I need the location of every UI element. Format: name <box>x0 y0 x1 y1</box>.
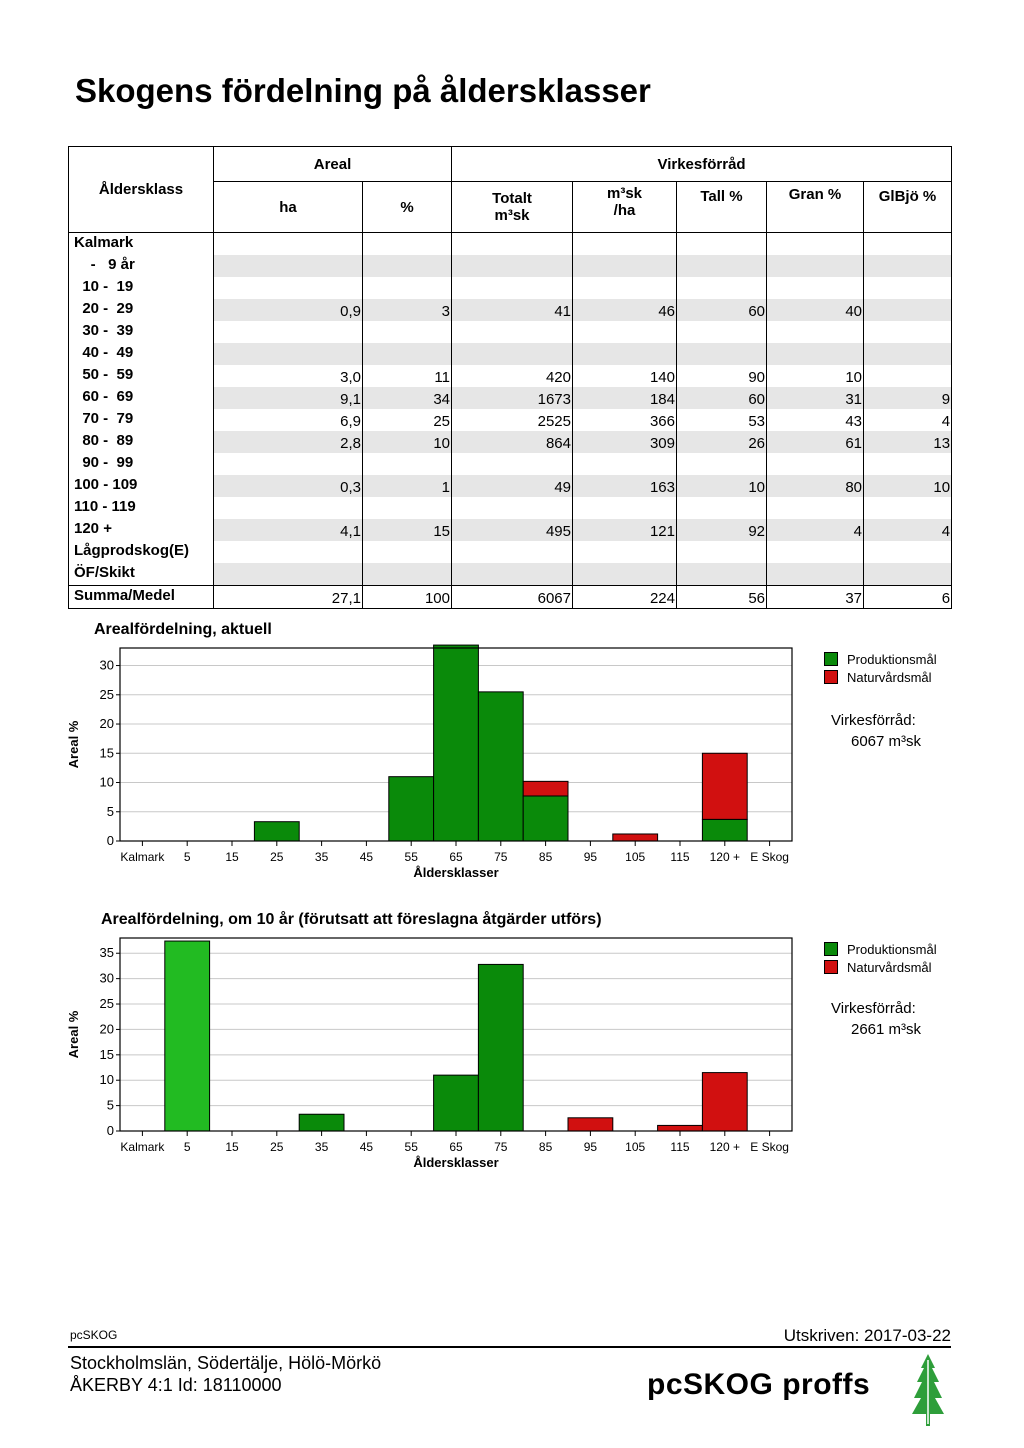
cell-pct: 11 <box>363 365 452 387</box>
x-tick-label: 5 <box>183 1140 191 1154</box>
x-tick-label: 115 <box>670 1140 690 1154</box>
cell-tot: 1673 <box>452 387 573 409</box>
cell-ha <box>214 453 363 475</box>
cell-pct <box>363 255 452 277</box>
chart-current-legend <box>824 650 937 686</box>
x-tick-label: 5 <box>183 850 191 864</box>
cell-tall <box>677 541 767 563</box>
y-tick-label: 15 <box>99 1046 114 1062</box>
chart-future-virkes-value: 2661 m³sk <box>851 1021 922 1038</box>
col-header-per-ha-line2: /ha <box>613 202 636 219</box>
col-header-glbjo: GlBjö % <box>864 182 952 233</box>
chart-current-virkes-label: Virkesförråd: <box>831 712 916 729</box>
cell-tall: 53 <box>677 409 767 431</box>
cell-gran: 4 <box>767 519 864 541</box>
footer-print-date: Utskriven: 2017-03-22 <box>783 1326 951 1345</box>
cell-gran <box>767 563 864 586</box>
x-tick-label: E Skog <box>750 1140 789 1154</box>
chart-future-title: Arealfördelning, om 10 år (förutsatt att föreslagna åtgärder utförs) <box>101 911 602 928</box>
chart-current-virkes-value: 6067 m³sk <box>851 733 922 750</box>
cell-ha: 2,8 <box>214 431 363 453</box>
group-header-areal: Areal <box>214 147 452 182</box>
table-total-row <box>69 586 952 609</box>
cell-gran: 31 <box>767 387 864 409</box>
row-label: 90 - 99 <box>69 453 214 475</box>
total-label: Summa/Medel <box>69 586 214 609</box>
x-tick-label: 75 <box>494 1140 508 1154</box>
y-tick-label: 0 <box>106 833 114 848</box>
cell-tot <box>452 497 573 519</box>
row-label: 50 - 59 <box>69 365 214 387</box>
y-tick-label: 5 <box>106 1097 114 1113</box>
chart-future-legend <box>824 940 937 976</box>
col-header-gran: Gran % <box>767 182 864 233</box>
table-row <box>69 321 952 343</box>
cell-ha <box>214 497 363 519</box>
y-axis-title: Areal % <box>66 1010 81 1059</box>
y-tick-label: 20 <box>99 1021 114 1037</box>
cell-ha: 9,1 <box>214 387 363 409</box>
bar-produktion <box>165 941 210 1131</box>
bar-naturvard <box>568 1118 613 1131</box>
cell-tot: 864 <box>452 431 573 453</box>
age-class-table-wrap <box>68 146 951 609</box>
bar-produktion <box>434 645 479 841</box>
cell-ha <box>214 541 363 563</box>
col-header-total-line1: Totalt <box>492 190 532 207</box>
legend-swatch-red <box>824 960 838 974</box>
cell-per-ha: 366 <box>573 409 677 431</box>
cell-tall: 60 <box>677 387 767 409</box>
legend-item-produktion <box>824 650 937 668</box>
col-header-per-ha <box>573 182 677 233</box>
legend-label-produktion: Produktionsmål <box>847 651 937 667</box>
legend-swatch-red <box>824 670 838 684</box>
table-row <box>69 497 952 519</box>
col-header-per-ha-line1: m³sk <box>606 185 643 202</box>
cell-tall <box>677 563 767 586</box>
x-tick-label: 120 + <box>709 850 740 864</box>
y-tick-label: 0 <box>106 1123 114 1138</box>
x-tick-label: 115 <box>670 850 690 864</box>
x-tick-label: Kalmark <box>120 1140 165 1154</box>
cell-glbjo: 4 <box>864 409 952 431</box>
table-row <box>69 475 952 497</box>
cell-tall: 92 <box>677 519 767 541</box>
legend-item-produktion <box>824 940 937 958</box>
cell-per-ha <box>573 233 677 256</box>
cell-tot <box>452 563 573 586</box>
col-header-tall: Tall % <box>677 182 767 233</box>
cell-per-ha: 309 <box>573 431 677 453</box>
cell-glbjo <box>864 321 952 343</box>
cell-glbjo <box>864 255 952 277</box>
cell-pct <box>363 321 452 343</box>
y-tick-label: 35 <box>99 945 114 961</box>
cell-pct: 25 <box>363 409 452 431</box>
cell-tall: 60 <box>677 299 767 321</box>
x-tick-label: 15 <box>225 850 239 864</box>
table-row <box>69 277 952 299</box>
y-tick-label: 25 <box>99 996 114 1012</box>
row-label: Kalmark <box>69 233 214 256</box>
x-tick-label: 25 <box>270 850 284 864</box>
cell-tall <box>677 497 767 519</box>
total-ha: 27,1 <box>214 586 363 609</box>
x-tick-label: 95 <box>583 850 598 864</box>
cell-glbjo <box>864 563 952 586</box>
cell-per-ha <box>573 343 677 365</box>
x-tick-label: 65 <box>449 850 463 864</box>
x-tick-label: 105 <box>625 850 646 864</box>
cell-per-ha <box>573 497 677 519</box>
cell-gran <box>767 277 864 299</box>
cell-per-ha: 46 <box>573 299 677 321</box>
row-label: 100 - 109 <box>69 475 214 497</box>
cell-gran: 80 <box>767 475 864 497</box>
cell-glbjo: 10 <box>864 475 952 497</box>
cell-pct: 1 <box>363 475 452 497</box>
cell-ha <box>214 343 363 365</box>
y-tick-label: 30 <box>99 657 114 673</box>
cell-ha: 3,0 <box>214 365 363 387</box>
cell-pct <box>363 563 452 586</box>
row-label: Lågprodskog(E) <box>69 541 214 563</box>
cell-tall <box>677 321 767 343</box>
x-tick-label: E Skog <box>750 850 789 864</box>
x-tick-label: 75 <box>494 850 508 864</box>
cell-tot <box>452 453 573 475</box>
x-tick-label: 95 <box>583 1140 598 1154</box>
group-header-virkes: Virkesförråd <box>452 147 952 182</box>
x-tick-label: 85 <box>538 1140 553 1154</box>
bar-produktion <box>702 819 747 841</box>
y-tick-label: 5 <box>106 803 114 819</box>
chart-future-plot <box>60 908 800 1180</box>
row-label: 20 - 29 <box>69 299 214 321</box>
cell-tall <box>677 233 767 256</box>
bar-produktion <box>478 964 523 1131</box>
x-tick-label: 55 <box>404 850 418 864</box>
cell-tot: 495 <box>452 519 573 541</box>
chart-future-virkes-label: Virkesförråd: <box>831 1000 916 1017</box>
table-row <box>69 431 952 453</box>
cell-gran <box>767 321 864 343</box>
cell-gran <box>767 541 864 563</box>
bar-produktion <box>254 822 299 841</box>
cell-pct <box>363 233 452 256</box>
cell-glbjo: 13 <box>864 431 952 453</box>
cell-ha <box>214 255 363 277</box>
total-tot: 6067 <box>452 586 573 609</box>
cell-tot <box>452 277 573 299</box>
cell-per-ha <box>573 563 677 586</box>
row-label: 60 - 69 <box>69 387 214 409</box>
cell-tall <box>677 453 767 475</box>
cell-glbjo <box>864 497 952 519</box>
table-row <box>69 255 952 277</box>
bar-naturvard <box>658 1125 703 1131</box>
bar-naturvard <box>702 753 747 819</box>
x-tick-label: 45 <box>359 1140 374 1154</box>
cell-glbjo <box>864 343 952 365</box>
y-tick-label: 30 <box>99 970 114 986</box>
cell-pct <box>363 541 452 563</box>
cell-gran: 61 <box>767 431 864 453</box>
cell-gran <box>767 453 864 475</box>
total-glbjo: 6 <box>864 586 952 609</box>
cell-ha: 6,9 <box>214 409 363 431</box>
cell-tall <box>677 255 767 277</box>
cell-tot: 420 <box>452 365 573 387</box>
footer-property: ÅKERBY 4:1 Id: 18110000 <box>70 1375 282 1395</box>
footer-brand: pcSKOG proffs <box>647 1368 871 1401</box>
x-axis-title: Åldersklasser <box>413 865 499 880</box>
tree-logo-icon <box>908 1352 948 1428</box>
legend-item-naturvard <box>824 668 937 686</box>
cell-tall <box>677 343 767 365</box>
cell-per-ha: 163 <box>573 475 677 497</box>
cell-pct: 3 <box>363 299 452 321</box>
cell-per-ha: 121 <box>573 519 677 541</box>
x-axis-title: Åldersklasser <box>413 1155 499 1170</box>
cell-tall: 90 <box>677 365 767 387</box>
row-label: - 9 år <box>69 255 214 277</box>
table-row <box>69 387 952 409</box>
table-row <box>69 409 952 431</box>
row-label: 30 - 39 <box>69 321 214 343</box>
cell-glbjo <box>864 541 952 563</box>
col-header-class: Åldersklass <box>69 147 214 233</box>
y-tick-label: 20 <box>99 716 114 732</box>
y-tick-label: 10 <box>99 774 114 790</box>
table-row <box>69 453 952 475</box>
cell-pct <box>363 277 452 299</box>
x-tick-label: 15 <box>225 1140 239 1154</box>
bar-produktion <box>478 692 523 841</box>
chart-current-title: Arealfördelning, aktuell <box>94 621 272 638</box>
table-row <box>69 541 952 563</box>
table-row <box>69 365 952 387</box>
cell-pct: 10 <box>363 431 452 453</box>
cell-glbjo <box>864 233 952 256</box>
bar-produktion <box>523 796 568 841</box>
cell-pct <box>363 453 452 475</box>
cell-pct <box>363 497 452 519</box>
legend-label-produktion: Produktionsmål <box>847 941 937 957</box>
row-label: 40 - 49 <box>69 343 214 365</box>
x-tick-label: 105 <box>625 1140 646 1154</box>
cell-ha <box>214 321 363 343</box>
x-tick-label: 45 <box>359 850 374 864</box>
row-label: 110 - 119 <box>69 497 214 519</box>
cell-per-ha: 140 <box>573 365 677 387</box>
cell-tot <box>452 255 573 277</box>
bar-naturvard <box>702 1073 747 1131</box>
col-header-total <box>452 182 573 233</box>
age-class-table <box>68 146 952 609</box>
cell-pct <box>363 343 452 365</box>
cell-tot <box>452 343 573 365</box>
row-label: 80 - 89 <box>69 431 214 453</box>
row-label: 10 - 19 <box>69 277 214 299</box>
x-tick-label: Kalmark <box>120 850 165 864</box>
row-label: 70 - 79 <box>69 409 214 431</box>
col-header-pct: % <box>363 182 452 233</box>
cell-gran <box>767 343 864 365</box>
table-row <box>69 519 952 541</box>
x-tick-label: 120 + <box>709 1140 740 1154</box>
total-per-ha: 224 <box>573 586 677 609</box>
x-tick-label: 55 <box>404 1140 418 1154</box>
cell-ha <box>214 277 363 299</box>
cell-per-ha <box>573 541 677 563</box>
bar-produktion <box>389 777 434 841</box>
cell-per-ha <box>573 453 677 475</box>
y-axis-title: Areal % <box>66 720 81 769</box>
cell-per-ha <box>573 255 677 277</box>
cell-tot: 49 <box>452 475 573 497</box>
cell-glbjo: 4 <box>864 519 952 541</box>
x-tick-label: 85 <box>538 850 553 864</box>
cell-tot <box>452 321 573 343</box>
bar-naturvard <box>523 781 568 796</box>
x-tick-label: 65 <box>449 1140 463 1154</box>
x-tick-label: 35 <box>314 850 329 864</box>
chart-current-plot <box>60 618 800 890</box>
cell-tot: 41 <box>452 299 573 321</box>
cell-tot: 2525 <box>452 409 573 431</box>
cell-tot <box>452 541 573 563</box>
cell-glbjo <box>864 277 952 299</box>
cell-ha: 4,1 <box>214 519 363 541</box>
cell-per-ha <box>573 277 677 299</box>
table-row <box>69 563 952 586</box>
cell-glbjo <box>864 453 952 475</box>
table-row <box>69 233 952 256</box>
cell-pct: 15 <box>363 519 452 541</box>
cell-gran <box>767 255 864 277</box>
chart-future <box>60 908 960 1180</box>
footer-divider <box>68 1346 951 1348</box>
cell-tall <box>677 277 767 299</box>
cell-per-ha: 184 <box>573 387 677 409</box>
cell-ha <box>214 233 363 256</box>
x-tick-label: 35 <box>314 1140 329 1154</box>
chart-current <box>60 618 960 890</box>
cell-tot <box>452 233 573 256</box>
bar-produktion <box>434 1075 479 1131</box>
col-header-total-line2: m³sk <box>494 207 530 224</box>
y-tick-label: 10 <box>99 1072 114 1088</box>
cell-gran <box>767 497 864 519</box>
cell-per-ha <box>573 321 677 343</box>
y-tick-label: 15 <box>99 745 114 761</box>
cell-gran: 43 <box>767 409 864 431</box>
total-pct: 100 <box>363 586 452 609</box>
cell-ha: 0,3 <box>214 475 363 497</box>
x-tick-label: 25 <box>270 1140 284 1154</box>
legend-swatch-green <box>824 652 838 666</box>
cell-gran: 10 <box>767 365 864 387</box>
total-tall: 56 <box>677 586 767 609</box>
bar-naturvard <box>613 834 658 841</box>
cell-glbjo: 9 <box>864 387 952 409</box>
cell-pct: 34 <box>363 387 452 409</box>
bar-produktion <box>299 1114 344 1131</box>
footer-app-name: pcSKOG <box>70 1328 118 1342</box>
col-header-ha: ha <box>214 182 363 233</box>
footer-location: Stockholmslän, Södertälje, Hölö-Mörkö <box>70 1353 382 1373</box>
table-row <box>69 343 952 365</box>
legend-label-naturvard: Naturvårdsmål <box>847 959 932 975</box>
cell-gran: 40 <box>767 299 864 321</box>
cell-tall: 10 <box>677 475 767 497</box>
cell-tall: 26 <box>677 431 767 453</box>
cell-ha <box>214 563 363 586</box>
table-row <box>69 299 952 321</box>
row-label: 120 + <box>69 519 214 541</box>
legend-item-naturvard <box>824 958 937 976</box>
total-gran: 37 <box>767 586 864 609</box>
row-label: ÖF/Skikt <box>69 563 214 586</box>
legend-swatch-green <box>824 942 838 956</box>
page-title: Skogens fördelning på åldersklasser <box>75 72 651 109</box>
cell-ha: 0,9 <box>214 299 363 321</box>
cell-glbjo <box>864 365 952 387</box>
cell-glbjo <box>864 299 952 321</box>
legend-label-naturvard: Naturvårdsmål <box>847 669 932 685</box>
y-tick-label: 25 <box>99 686 114 702</box>
cell-gran <box>767 233 864 256</box>
